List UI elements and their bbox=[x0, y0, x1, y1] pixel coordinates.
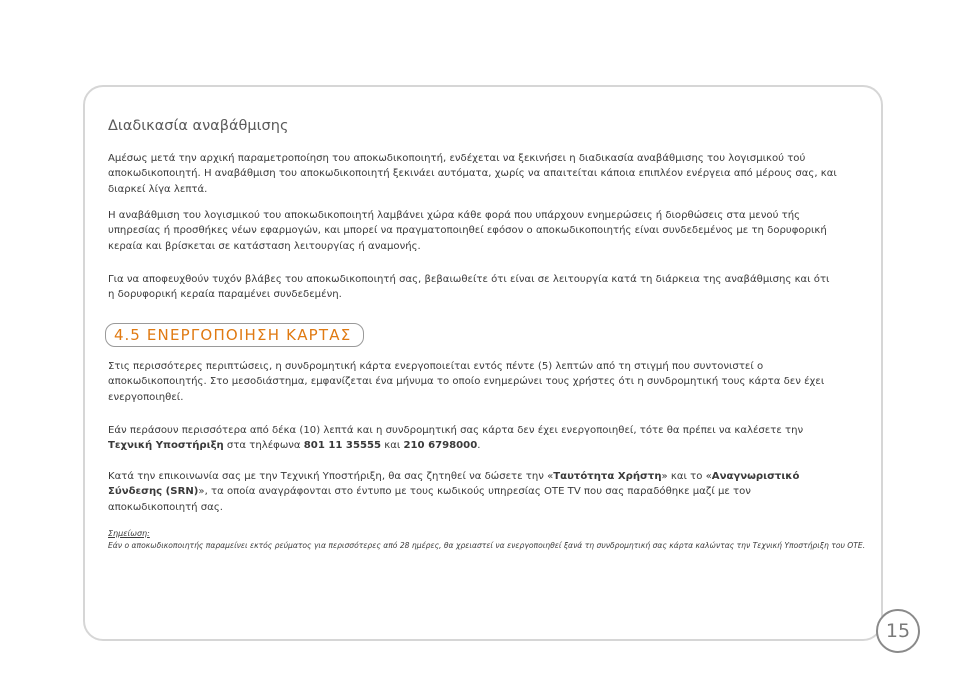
upgrade-paragraph-3: Για να αποφευχθούν τυχόν βλάβες του αποκωδικοποιητή σας, βεβαιωθείτε ότι είναι σε λειτουργία κατά τη διάρκεια της αναβάθμισης και ότι η δορυφορική κεραία παραμένει συνδεδεμένη. bbox=[108, 274, 830, 301]
activation-paragraph-3 bbox=[108, 469, 838, 515]
note-text: Εάν ο αποκωδικοποιητής παραμείνει εκτός ρεύματος για περισσότερες από 28 ημέρες, θα χρειαστεί να ενεργοποιηθεί ξανά τη συνδρομητική σας κάρτα καλώντας την Τεχνική Υποστήριξη του ΟΤΕ. bbox=[108, 541, 866, 550]
upgrade-paragraph-1: Αμέσως μετά την αρχική παραμετροποίηση του αποκωδικοποιητή, ενδέχεται να ξεκινήσει η διαδικασία αναβάθμισης του λογισμικού τού αποκωδικοποιητή. Η αναβάθμιση του αποκωδικοποιητή ξεκινάει αυτόματα, χωρίς να απαιτείται κάποια επιπλέον ενέργεια από μέρους σας, και διαρκεί λίγα λεπτά. bbox=[108, 153, 837, 195]
support-label: Τεχνική Υποστήριξη bbox=[108, 440, 224, 452]
text-run: », τα οποία αναγράφονται στο έντυπο με τους κωδικούς υπηρεσίας OTE TV που σας παραδόθηκε μαζί με τον αποκωδικοποιητή σας. bbox=[108, 486, 751, 513]
upgrade-paragraph-2: Η αναβάθμιση του λογισμικού του αποκωδικοποιητή λαμβάνει χώρα κάθε φορά που υπάρχουν ενημερώσεις ή διορθώσεις στα μενού τής υπηρεσίας ή προσθήκες νέων εφαρμογών, και μπορεί να πραγματοποιηθεί εφόσον ο αποκωδικοποιητής είναι συνδεδεμένος με τη δορυφορική κεραία και βρίσκεται σε κατάσταση λειτουργίας ή αναμονής. bbox=[108, 210, 827, 252]
text-run: » και το « bbox=[661, 471, 712, 482]
text-run: Κατά την επικοινωνία σας με την Τεχνική Υποστήριξη, θα σας ζητηθεί να δώσετε την « bbox=[108, 471, 554, 482]
chapter-heading bbox=[105, 322, 364, 348]
text-run: Εάν περάσουν περισσότερα από δέκα (10) λεπτά και η συνδρομητική σας κάρτα δεν έχει ενεργοποιηθεί, τότε θα πρέπει να καλέσετε την bbox=[108, 425, 804, 436]
note-label: Σημείωση: bbox=[108, 529, 150, 538]
page-number: 15 bbox=[876, 609, 920, 653]
chapter-number: 4.5 bbox=[114, 326, 141, 344]
user-id-label: Ταυτότητα Χρήστη bbox=[553, 471, 662, 482]
text-run: και bbox=[381, 440, 404, 452]
section-title: Διαδικασία αναβάθμισης bbox=[108, 118, 289, 134]
activation-paragraph-2 bbox=[108, 423, 838, 454]
chapter-heading-box bbox=[105, 323, 364, 347]
srn-label: Αναγνωριστικό Σύνδεσης (SRN) bbox=[108, 471, 800, 498]
text-run: . bbox=[477, 440, 481, 452]
text-run: στα τηλέφωνα bbox=[223, 440, 304, 452]
phone-number-1: 801 11 35555 bbox=[303, 440, 382, 452]
chapter-title: ΕΝΕΡΓΟΠΟΙΗΣΗ ΚΑΡΤΑΣ bbox=[146, 326, 352, 344]
activation-paragraph-1: Στις περισσότερες περιπτώσεις, η συνδρομητική κάρτα ενεργοποιείται εντός πέντε (5) λεπτών από τη στιγμή που συντονιστεί ο αποκωδικοποιητής. Στο μεσοδιάστημα, εμφανίζεται ένα μήνυμα το οποίο ενημερώνει τους χρήστες ότι η συνδρομητική τους κάρτα δεν έχει ενεργοποιηθεί. bbox=[108, 361, 825, 403]
phone-number-2: 210 6798000 bbox=[403, 440, 478, 452]
